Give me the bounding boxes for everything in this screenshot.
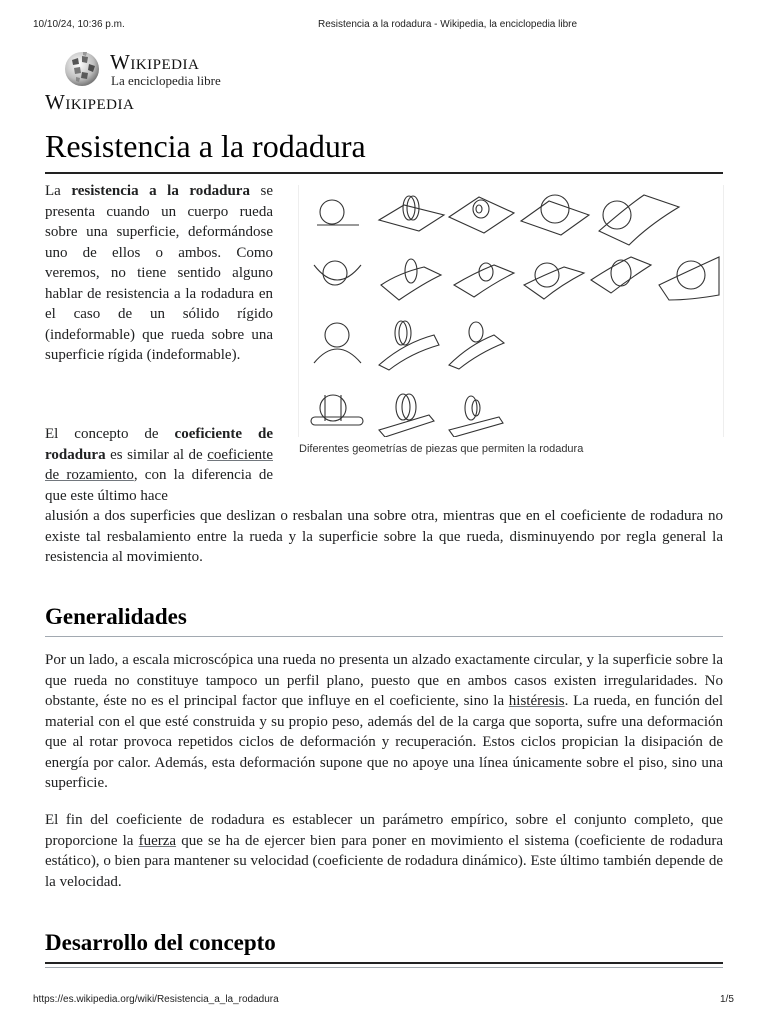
bold-term: resistencia a la rodadura — [71, 183, 250, 199]
text-segment: es similar al de — [105, 446, 208, 463]
link-coeficiente-de-rozamiento[interactable]: coeficiente de rozamiento — [45, 446, 273, 483]
text-segment: que se ha de ejercer bien para poner en movimiento el sistema (coeficiente de rodadura estático), o bien para mantener su velocidad (coeficiente de rodadura dinámico). Este último también depende de la velocidad. — [45, 832, 723, 890]
wikipedia-wordmark[interactable]: Wikipedia — [110, 50, 200, 74]
section-divider — [45, 967, 723, 968]
section-heading-generalidades: Generalidades — [45, 604, 187, 629]
intro-paragraph-1 — [45, 181, 273, 366]
text-segment: . La rueda, en función del material con el que esté construida y su propio peso, además del de la carga que soporta, sufre una deformación que al rotar provoca repetidos ciclos de deformación y recuperación. Estos ciclos propician la disipación de energía por calor. Además, esta deformación supone que no apoye una línea únicamente sobre el piso, sino una superficie. — [45, 693, 723, 791]
figure-caption: Diferentes geometrías de piezas que permiten la rodadura — [299, 443, 584, 455]
text-segment: El fin del coeficiente de rodadura es establecer un parámetro empírico, sobre el conjunto completo, que proporcione la — [45, 812, 723, 849]
link-histeresis[interactable]: histéresis — [508, 693, 565, 709]
figure-row-rail — [311, 394, 503, 437]
page-title: Resistencia a la rodadura — [45, 128, 366, 164]
figure-row-concave — [314, 257, 719, 300]
section-divider — [45, 636, 723, 637]
print-page-title: Resistencia a la rodadura - Wikipedia, la enciclopedia libre — [318, 19, 578, 30]
link-fuerza[interactable]: fuerza — [138, 832, 177, 849]
wikipedia-wordmark-secondary[interactable]: Wikipedia — [45, 90, 135, 114]
text-segment: Por un lado, a escala microscópica una rueda no presenta un alzado exactamente circular, y la superficie sobre la que rueda no constituye tampoco un perfil plano, puesto que en ambos casos existen irregularidades. No obstante, éste no es el principal factor que influye en el coeficiente, sino la — [45, 652, 723, 709]
intro-paragraph-2 — [45, 424, 273, 506]
print-url: https://es.wikipedia.org/wiki/Resistencia_a_la_rodadura — [33, 994, 279, 1005]
bold-term: coeficiente de rodadura — [45, 426, 273, 463]
text-segment: se presenta cuando un cuerpo rueda sobre una superficie, deformándose uno de ellos o ambos. Como veremos, no tiene sentido alguno hablar de resistencia a la rodadura en el caso de un sólido rígido (indeformable) que rueda sobre una superficie rígida (indeformable). — [45, 183, 273, 363]
text-segment: , con la diferencia de que este último hace — [45, 467, 273, 504]
title-divider — [45, 172, 723, 174]
figure-row-flat — [317, 195, 679, 245]
section-divider — [45, 962, 723, 964]
generalidades-paragraph-1 — [45, 650, 723, 794]
rolling-geometries-figure[interactable] — [298, 185, 724, 437]
text-segment: La — [45, 183, 72, 199]
figure-row-convex — [314, 321, 504, 370]
generalidades-paragraph-2 — [45, 810, 723, 892]
wikipedia-tagline: La enciclopedia libre — [111, 73, 221, 88]
intro-paragraph-2-continued: alusión a dos superficies que deslizan o resbalan una sobre otra, mientras que en el coeficiente de rodadura no existe tal resbalamiento entre la rueda y la superficie sobre la que rueda, disminuyendo por regla general la resistencia al movimiento. — [45, 508, 723, 565]
text-segment: El concepto de — [45, 426, 175, 442]
wikipedia-globe-icon[interactable] — [62, 48, 102, 88]
print-page-counter: 1/5 — [720, 994, 734, 1005]
section-heading-desarrollo-del-concepto: Desarrollo del concepto — [45, 930, 276, 955]
print-datetime: 10/10/24, 10:36 p.m. — [33, 19, 125, 30]
